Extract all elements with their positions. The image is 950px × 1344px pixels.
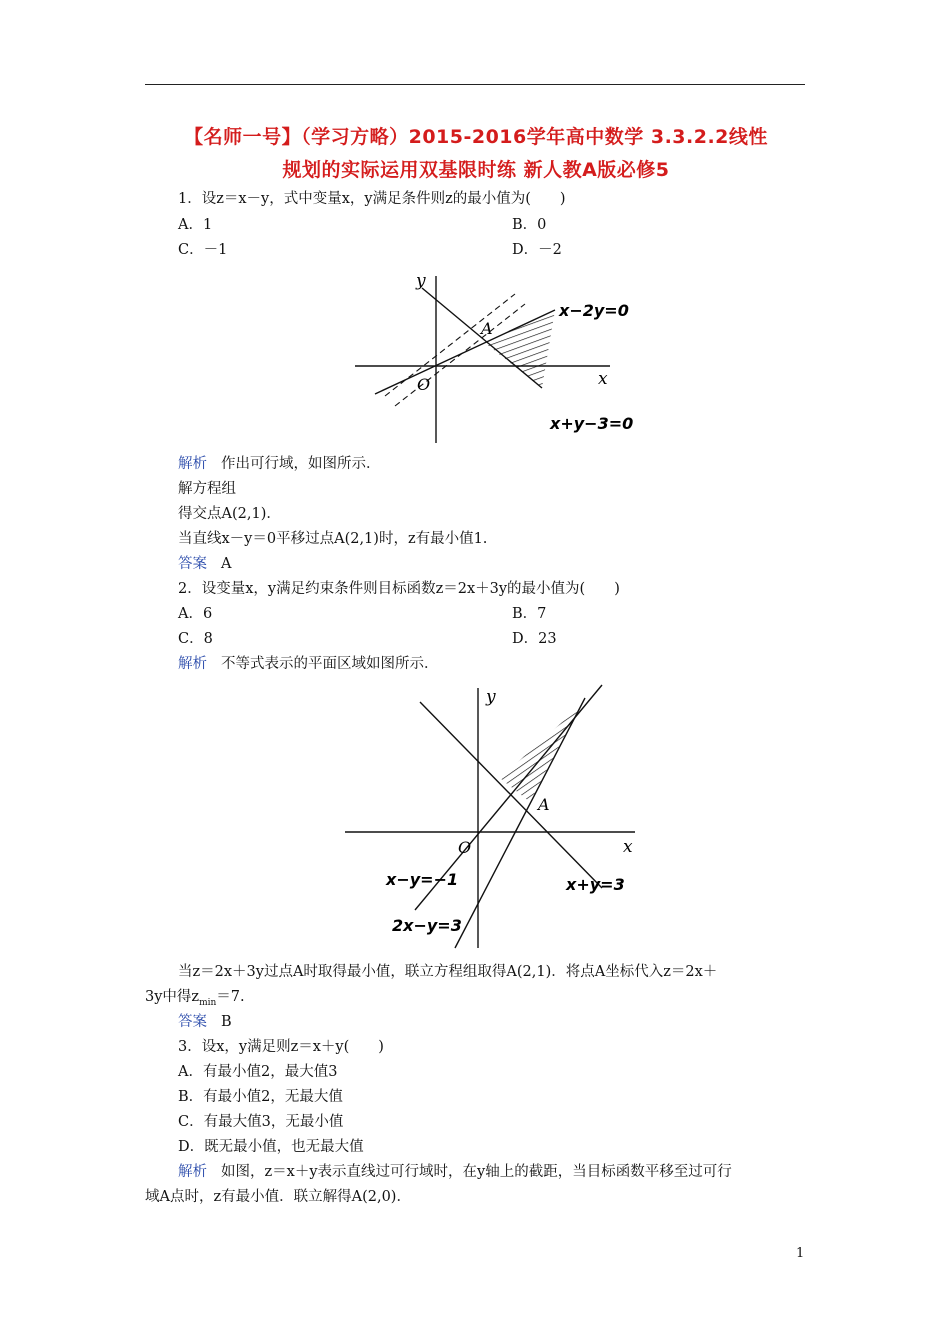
q1-x-label: x <box>598 369 608 389</box>
document-title-line2: 规划的实际运用双基限时练 新人教A版必修5 <box>282 159 670 181</box>
q2-feasible-region <box>500 706 580 802</box>
q3-option-b: B．有最小值2，无最大值 <box>178 1089 343 1105</box>
q1-answer-value: A <box>221 556 232 572</box>
q2-stem: 2．设变量x，y满足约束条件则目标函数z＝2x＋3y的最小值为( ) <box>178 581 620 597</box>
q1-option-d: D．－2 <box>512 242 562 258</box>
q3-option-a: A．有最小值2，最大值3 <box>178 1064 338 1080</box>
q2-option-d: D．23 <box>512 631 557 647</box>
q1-step3: 当直线x－y＝0平移过点A(2,1)时，z有最小值1. <box>178 531 488 547</box>
q1-line1-label: x−2y=0 <box>559 301 629 320</box>
q1-step1: 解方程组 <box>178 481 236 497</box>
q2-answer <box>178 1012 232 1032</box>
page-number: 1 <box>796 1246 805 1261</box>
q2-line1-label: x−y=−1 <box>386 870 459 889</box>
q1-line2-label: x+y−3=0 <box>550 414 634 433</box>
q2-answer-value: B <box>221 1014 232 1030</box>
q2-origin-label: O <box>458 838 472 857</box>
q2-text2-sub: min <box>199 997 217 1008</box>
q3-text1: 如图，z＝x＋y表示直线过可行域时，在y轴上的截距，当目标函数平移至过可行 <box>221 1164 732 1180</box>
q3-stem: 3．设x，y满足则z＝x＋y( ) <box>178 1039 384 1055</box>
q2-analysis-label: 解析 <box>178 656 207 672</box>
q2-text2 <box>145 987 245 1013</box>
q2-option-a: A．6 <box>178 606 213 622</box>
q2-line3-label: 2x−y=3 <box>392 916 462 935</box>
q2-text2-a: 3y中得z <box>145 989 200 1005</box>
q1-option-a: A．1 <box>178 217 213 233</box>
q2-line-x-y-3 <box>420 702 602 888</box>
q2-figure <box>340 680 640 955</box>
q1-answer <box>178 554 231 574</box>
q1-option-c: C．－1 <box>178 242 228 258</box>
q2-text2-b: ＝7. <box>216 989 245 1005</box>
q2-answer-label: 答案 <box>178 1014 207 1030</box>
q2-option-b: B．7 <box>512 606 547 622</box>
q1-origin-label: O <box>417 375 431 394</box>
header-rule <box>145 84 805 85</box>
q3-option-d: D．既无最小值，也无最大值 <box>178 1139 364 1155</box>
document-title-line1: 【名师一号】（学习方略）2015-2016学年高中数学 3.3.2.2线性 <box>184 126 768 148</box>
q1-analysis-label: 解析 <box>178 456 207 472</box>
q3-analysis-label: 解析 <box>178 1164 207 1180</box>
q2-option-c: C．8 <box>178 631 213 647</box>
q2-line2-label: x+y=3 <box>566 875 625 894</box>
q1-answer-label: 答案 <box>178 556 207 572</box>
q2-line-2x-y-3 <box>455 698 585 948</box>
q1-option-b: B．0 <box>512 217 547 233</box>
q3-option-c: C．有最大值3，无最小值 <box>178 1114 344 1130</box>
q1-point-a-label: A <box>481 319 493 338</box>
q1-analysis-text: 作出可行域，如图所示． <box>221 456 381 472</box>
q1-figure <box>350 268 640 448</box>
q2-analysis-text: 不等式表示的平面区域如图所示． <box>221 656 439 672</box>
q1-step2: 得交点A(2,1)． <box>178 506 281 522</box>
q2-text1: 当z＝2x＋3y过点A时取得最小值，联立方程组取得A(2,1)．将点A坐标代入z＝2x＋ <box>178 964 718 980</box>
q2-x-label: x <box>623 837 633 857</box>
q2-point-a-label: A <box>538 795 550 814</box>
q2-analysis <box>178 654 439 674</box>
q2-y-label: y <box>486 687 496 707</box>
q1-analysis <box>178 454 381 474</box>
q3-text2: 域A点时，z有最小值．联立解得A(2,0)． <box>145 1189 411 1205</box>
q1-stem: 1．设z＝x－y，式中变量x，y满足条件则z的最小值为( ) <box>178 191 566 207</box>
q3-analysis <box>178 1162 732 1182</box>
q1-y-label: y <box>416 271 426 291</box>
